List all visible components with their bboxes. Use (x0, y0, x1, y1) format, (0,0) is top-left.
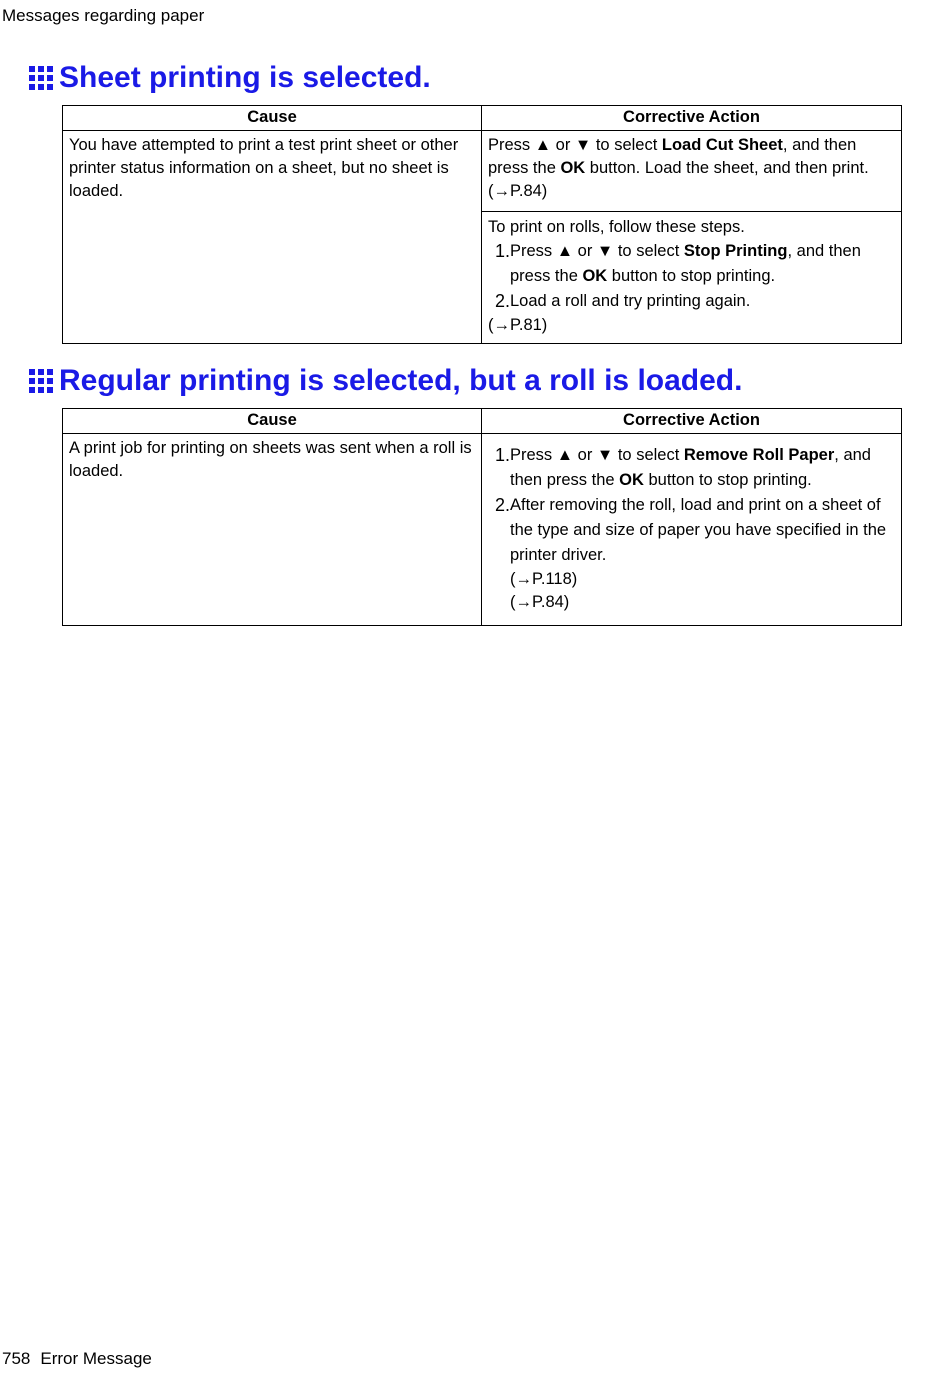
section-heading-sheet-printing (28, 61, 431, 95)
page-reference-link[interactable]: (→P.84) (488, 182, 548, 200)
column-header-action: Corrective Action (482, 106, 902, 131)
menu-item-name: Stop Printing (683, 242, 788, 260)
ok-button-name: OK (560, 159, 586, 177)
steps-list (488, 443, 895, 568)
cause-cell: You have attempted to print a test print sheet or other printer status information on a sheet, but no sheet is loaded. (63, 131, 482, 344)
ok-button-name: OK (582, 267, 608, 285)
action-cell (482, 434, 902, 626)
page-reference-link[interactable]: (→P.84) (510, 593, 570, 611)
page-reference-link[interactable]: (→P.81) (488, 316, 548, 334)
table-row (63, 434, 902, 626)
page-reference-link[interactable]: (→P.118) (510, 570, 578, 588)
table-row (63, 131, 902, 212)
message-table (62, 408, 902, 626)
page-number: 758 (2, 1349, 31, 1368)
section-title: Sheet printing is selected. (59, 61, 431, 94)
action-cell: Press ▲ or ▼ to select Load Cut Sheet, and then press the OK button. Load the sheet, and then print. (→P.84) (482, 131, 902, 212)
cause-cell: A print job for printing on sheets was sent when a roll is loaded. (63, 434, 482, 626)
section-title: Regular printing is selected, but a roll is loaded. (59, 364, 743, 397)
page-footer (2, 1349, 152, 1369)
list-item: 1. Press ▲ or ▼ to select Remove Roll Paper, and then press the OK button to stop printing. (494, 445, 871, 489)
message-table (62, 105, 902, 344)
table-header-row (63, 409, 902, 434)
chapter-title: Error Message (40, 1349, 152, 1368)
steps-list (488, 239, 895, 314)
list-item: 2. Load a roll and try printing again. (494, 291, 751, 311)
column-header-cause: Cause (63, 409, 482, 434)
menu-item-name: Load Cut Sheet (661, 136, 783, 154)
column-header-action: Corrective Action (482, 409, 902, 434)
column-header-cause: Cause (63, 106, 482, 131)
grid-icon (28, 65, 54, 91)
list-item: 1. Press ▲ or ▼ to select Stop Printing, and then press the OK button to stop printing. (494, 241, 861, 285)
running-header: Messages regarding paper (2, 6, 205, 25)
table-header-row (63, 106, 902, 131)
section-heading-regular-printing (28, 364, 742, 398)
action-cell (482, 212, 902, 344)
list-item: 2. After removing the roll, load and print on a sheet of the type and size of paper you have specified in the printer driver. (494, 495, 887, 564)
menu-item-name: Remove Roll Paper (683, 446, 835, 464)
grid-icon (28, 368, 54, 394)
steps-intro: To print on rolls, follow these steps. (488, 218, 745, 236)
ok-button-name: OK (619, 471, 644, 489)
